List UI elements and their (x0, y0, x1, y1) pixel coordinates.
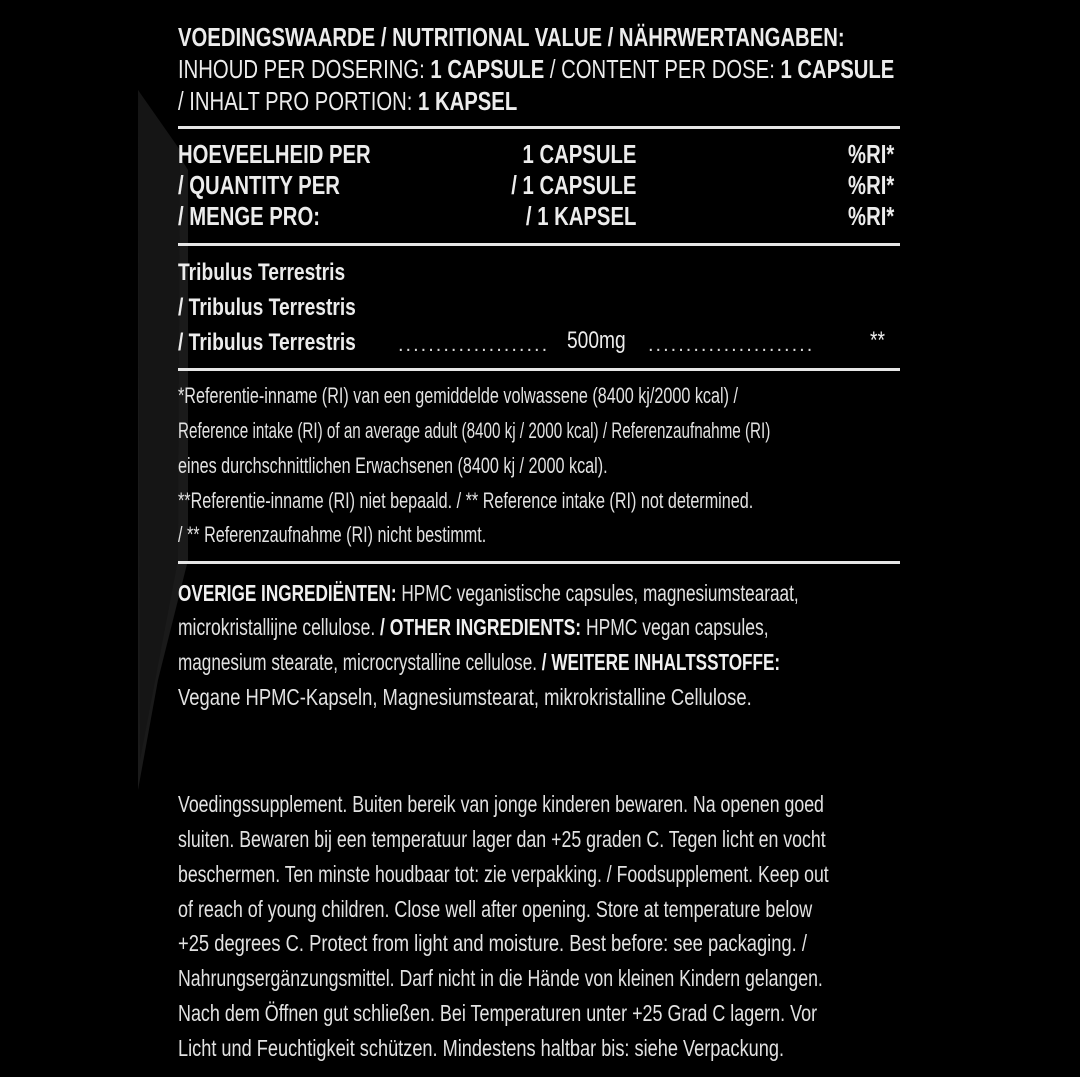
other-ingredients-line: OVERIGE INGREDIËNTEN: HPMC veganistische capsules, magnesiumstearaat, (178, 580, 799, 606)
divider (178, 368, 900, 371)
warning-line: Voedingssupplement. Buiten bereik van jonge kinderen bewaren. Na openen goed (178, 791, 824, 817)
warning-line: Licht und Feuchtigkeit schützen. Mindestens haltbar bis: siehe Verpackung. (178, 1035, 785, 1061)
ingredient-name: Tribulus Terrestris / Tribulus Terrestris / Tribulus Terrestris (178, 259, 356, 356)
footnote-line: / ** Referenzaufnahme (RI) nicht bestimmt. (178, 522, 487, 547)
content-per-dose: INHOUD PER DOSERING: 1 CAPSULE / CONTENT PER DOSE: 1 CAPSULE (178, 54, 895, 84)
ri-percent-label: %RI* %RI* %RI* (847, 139, 894, 231)
per-capsule-label: 1 CAPSULE / 1 CAPSULE / 1 KAPSEL (510, 139, 636, 231)
warning-line: Nach dem Öffnen gut schließen. Bei Temperaturen unter +25 Grad C lagern. Vor (178, 1000, 818, 1026)
footnote-line: Reference intake (RI) of an average adult (8400 kj / 2000 kcal) / Referenzaufnahme (RI) (178, 418, 771, 443)
warning-line: sluiten. Bewaren bij een temperatuur lager dan +25 graden C. Tegen licht en vocht (178, 826, 826, 852)
warning-line: of reach of young children. Close well after opening. Store at temperature below (178, 896, 813, 922)
inhalt-pro-portion: / INHALT PRO PORTION: 1 KAPSEL (178, 86, 518, 116)
ingredient-amount: 500mg (567, 327, 626, 354)
footnote-line: eines durchschnittlichen Erwachsenen (8400 kj / 2000 kcal). (178, 453, 608, 478)
quantity-label: HOEVEELHEID PER / QUANTITY PER / MENGE PRO: (178, 139, 371, 231)
nutrition-title: VOEDINGSWAARDE / NUTRITIONAL VALUE / NÄHRWERTANGABEN: (178, 22, 845, 52)
other-ingredients-line: microkristallijne cellulose. / OTHER INGREDIENTS: HPMC vegan capsules, (178, 614, 769, 640)
leader-dots: .................... (398, 334, 550, 356)
divider (178, 126, 900, 129)
other-ingredients-line: magnesium stearate, microcrystalline cellulose. / WEITERE INHALTSSTOFFE: (178, 649, 781, 675)
warning-line: +25 degrees C. Protect from light and moisture. Best before: see packaging. / (178, 930, 807, 956)
divider (178, 243, 900, 246)
ingredient-ri: ** (870, 327, 885, 354)
footnote-line: **Referentie-inname (RI) niet bepaald. / ** Reference intake (RI) not determined. (178, 488, 754, 513)
warning-line: Nahrungsergänzungsmittel. Darf nicht in die Hände von kleinen Kindern gelangen. (178, 965, 823, 991)
divider (178, 561, 900, 564)
warning-line: beschermen. Ten minste houdbaar tot: zie verpakking. / Foodsupplement. Keep out (178, 861, 829, 887)
footnote-line: *Referentie-inname (RI) van een gemiddelde volwassene (8400 kj/2000 kcal) / (178, 383, 738, 408)
leader-dots: ...................... (648, 334, 815, 356)
other-ingredients-line: Vegane HPMC-Kapseln, Magnesiumstearat, mikrokristalline Cellulose. (178, 684, 752, 710)
